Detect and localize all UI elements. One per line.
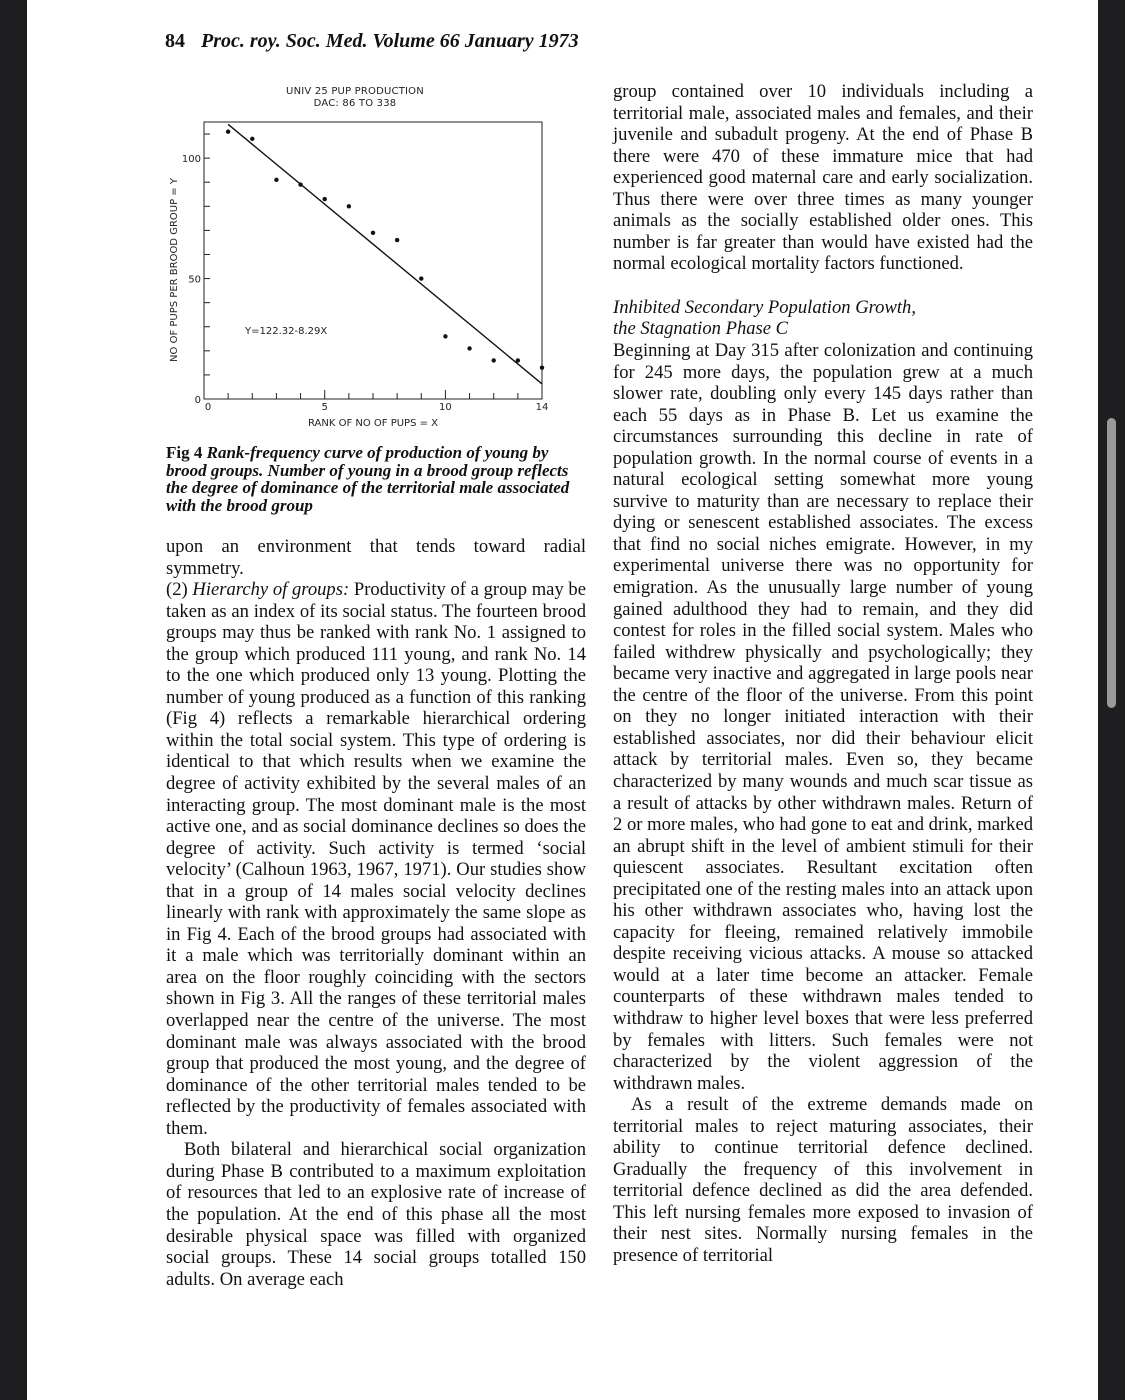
paragraph-lead: (2) [166, 579, 193, 601]
plot-tick-labels [182, 154, 548, 413]
paragraph-hierarchy [166, 579, 586, 1139]
x-tick-label: 0 [204, 402, 212, 413]
plot-frame [204, 122, 542, 399]
regression-equation: Y=122.32-8.29X [245, 326, 328, 337]
paragraph: Beginning at Day 315 after colonization and continuing for 245 more days, the population grew at a much slower rate, doubling only every 145 days rather than each 55 days as in Phase B. Let us examine the circumstances surrounding this decline in rate of population growth. In the normal course of events in a natural ecological setting somewhat more young survive to maturity than are necessary to replace their dying or senescent established associates. The excess that find no social niches emigrate. However, in my experimental universe there was no opportunity for emigration. As the unusually large number of young gained adulthood they had to remain, and they did contest for roles in the filled social system. Males who failed withdrew physically and psychologically; they became very inactive and aggregated in large pools near the centre of the floor of the universe. From this point on they no longer initiated interaction with their established associates, nor did their behaviour elicit attack by territorial males. Even so, they became characterized by many wounds and much scar tissue as a result of attacks by other withdrawn males. Return of 2 or more males, who had gone to eat and drink, marked an abrupt shift in the level of ambient stimuli for their quiescent associates. Resultant excitation often precipitated one of the resting males into an attack upon his other withdrawn associates who, having lost the capacity for fleeing, remained relatively immobile despite receiving vicious attacks. A mouse so attacked would at a later time become an attacker. Female counterparts of these withdrawn males tended to withdraw to higher level boxes that were less preferred by females with litters. Such females were not characterized by the violent aggression of the withdrawn males. [613, 340, 1033, 1094]
paragraph-subheading: Hierarchy of groups: [192, 579, 350, 601]
journal-citation: Proc. roy. Soc. Med. Volume 66 January 1973 [201, 30, 579, 52]
y-tick-label: 50 [188, 274, 201, 286]
page-number: 84 [165, 30, 185, 52]
x-tick-label: 5 [321, 402, 328, 413]
figure-caption [166, 444, 586, 514]
regression-line [228, 124, 542, 384]
paragraph: Both bilateral and hierarchical social organization during Phase B contributed to a maximum exploitation of resources that led to an explosive rate of increase of the population. At the end of this phase all the most desirable physical space was filled with organized social groups. These 14 social groups totalled 150 adults. On average each [166, 1139, 586, 1290]
data-point [516, 358, 520, 362]
section-heading-line-1: Inhibited Secondary Population Growth, [613, 296, 916, 318]
x-tick-label: 10 [439, 402, 452, 413]
section-heading-line-2: the Stagnation Phase C [613, 318, 789, 340]
data-point [371, 231, 375, 235]
y-axis-label: NO OF PUPS PER BROOD GROUP = Y [169, 178, 180, 362]
scatter-plot [160, 110, 560, 430]
paragraph: group contained over 10 individuals including a territorial male, associated males and females, and their juvenile and subadult progeny. At the end of Phase B there were 470 of these immature mice that had experienced good maternal care and early socialization. Thus there were over three times as many younger animals as the socially established older ones. This number is far greater than would have existed had the normal ecological mortality factors functioned. [613, 81, 1033, 275]
y-tick-label: 100 [181, 154, 201, 166]
figure-title-line-2: DAC: 86 TO 338 [313, 98, 397, 109]
paragraph: upon an environment that tends toward radial symmetry. [166, 536, 586, 579]
data-point [419, 276, 423, 280]
y-tick-label: 0 [194, 395, 201, 406]
data-point [298, 182, 302, 186]
paragraph-body: Productivity of a group may be taken as an index of its social status. The fourteen brood groups may thus be ranked with rank No. 1 assigned to the group which produced 111 young, and rank No. 14 to the one which produced only 13 young. Plotting the number of young produced as a function of this ranking (Fig 4) reflects a remarkable hierarchical ordering within the total social system. This type of ordering is identical to that which results when we examine the degree of activity exhibited by the several males of an interacting group. The most dominant male is the most active one, and as social dominance declines so does the degree of activity. Such activity is termed ‘social velocity’ (Calhoun 1963, 1967, 1971). Our studies show that in a group of 14 males social velocity declines linearly with rank with approximately the same slope as in Fig 4. Each of the brood groups had associated with it a male which was territorially dominant within an area on the floor roughly coinciding with the sectors shown in Fig 3. All the ranges of these territorial males overlapped near the centre of the universe. The most dominant male was always associated with the brood group that produced the most young, and the degree of dominance of the other territorial males tended to be reflected by the productivity of females associated with them. [166, 579, 586, 1139]
right-column [613, 81, 1033, 1267]
left-column [166, 536, 586, 1290]
figure-caption-text: Rank-frequency curve of production of young by brood groups. Number of young in a brood group reflects the degree of dominance of the territorial male associated with the brood group [166, 443, 570, 515]
data-point [395, 238, 399, 242]
paragraph: As a result of the extreme demands made on territorial males to reject maturing associates, their ability to continue territorial defence declined. Gradually the frequency of this involvement in territorial defence declined as did the area defended. This left nursing females more exposed to invasion of their nest sites. Normally nursing females in the presence of territorial [613, 1094, 1033, 1266]
data-point [323, 197, 327, 201]
figure-title [250, 86, 460, 110]
data-point [492, 358, 496, 362]
data-point [226, 129, 230, 133]
figure-title-line-1: UNIV 25 PUP PRODUCTION [286, 86, 424, 97]
data-point [467, 346, 471, 350]
figure-caption-label: Fig 4 [166, 443, 203, 462]
x-tick-label: 14 [535, 402, 549, 413]
data-point [443, 334, 447, 338]
plot-ticks [204, 134, 542, 399]
data-point [347, 204, 351, 208]
data-point [274, 178, 278, 182]
running-head [165, 30, 579, 53]
plot-axes [204, 122, 542, 399]
x-axis-label: RANK OF NO OF PUPS = X [307, 418, 439, 429]
data-point [540, 365, 544, 369]
scrollbar-thumb[interactable] [1107, 418, 1116, 708]
section-heading [613, 297, 1033, 340]
data-point [250, 137, 254, 141]
